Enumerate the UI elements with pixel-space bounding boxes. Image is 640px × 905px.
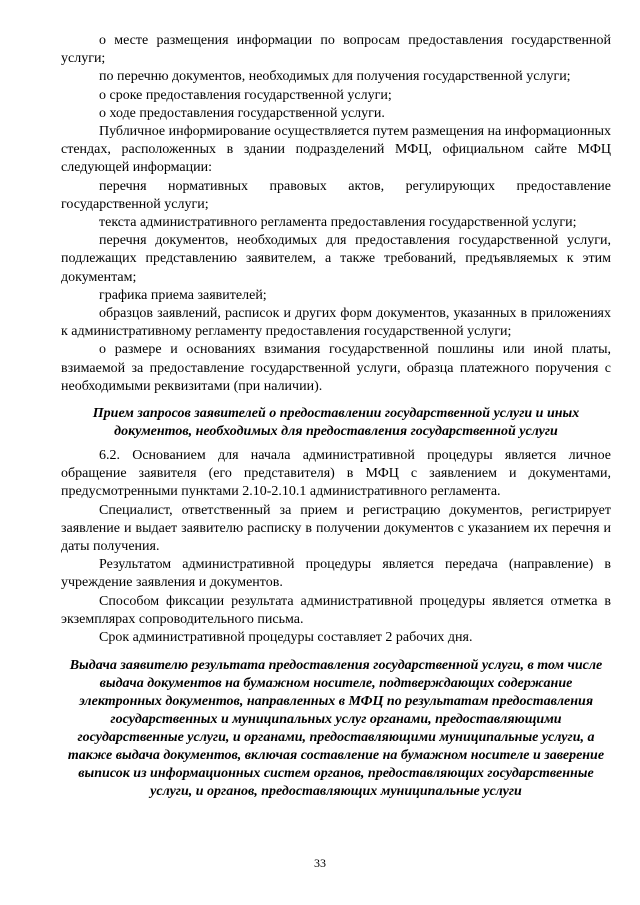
- paragraph: Публичное информирование осуществляется путем размещения на информационных стендах, расположенных в здании подразделений МФЦ, официальном сайте МФЦ следующей информации:: [61, 124, 611, 176]
- paragraph: перечня документов, необходимых для предоставления государственной услуги, подлежащих представлению заявителем, а также требований, предъявляемых к этим документам;: [61, 233, 611, 285]
- paragraph: графика приема заявителей;: [99, 287, 267, 303]
- paragraph: Способом фиксации результата административной процедуры является отметка в экземплярах сопроводительного письма.: [61, 593, 611, 627]
- section-heading-1: Прием запросов заявителей о предоставлении государственной услуги и иных документов, необходимых для предоставления государственной услуги: [92, 406, 580, 440]
- paragraph: о месте размещения информации по вопросам предоставления государственной услуги;: [61, 33, 611, 67]
- paragraph: Срок административной процедуры составляет 2 рабочих дня.: [99, 630, 473, 646]
- paragraph: по перечню документов, необходимых для получения государственной услуги;: [99, 69, 571, 85]
- section-heading-2: Выдача заявителю результата предоставления государственной услуги, в том числе выдача документов на бумажном носителе, подтверждающих содержание электронных документов, направленных в МФЦ по результатам предоставления государственных и муниципальных услуг органами, предоставляющими государственные услуги, и органами, предоставляющими муниципальные услуги, а также выдача документов, включая составление на бумажном носителе и заверение выписок из информационных систем органов, предоставляющих государственные услуги, и органов, предоставляющих муниципальные услуги: [67, 658, 605, 800]
- paragraph: Специалист, ответственный за прием и регистрацию документов, регистрирует заявление и выдает заявителю расписку в получении документов с указанием их перечня и даты получения.: [61, 502, 611, 555]
- paragraph: о размере и основаниях взимания государственной пошлины или иной платы, взимаемой за предоставление государственной услуги, образца платежного поручения с необходимыми реквизитами (при наличии).: [61, 342, 611, 394]
- paragraph: образцов заявлений, расписок и других форм документов, указанных в приложениях к административному регламенту предоставления государственной услуги;: [61, 306, 611, 340]
- paragraph: 6.2. Основанием для начала административной процедуры является личное обращение заявителя (его представителя) в МФЦ с заявлением и документами, предусмотренными пунктами 2.10-2.10.1 административного регламента.: [61, 448, 611, 500]
- page-number: 33: [314, 856, 326, 870]
- paragraph: Результатом административной процедуры является передача (направление) в учреждение заявления и документов.: [61, 557, 611, 591]
- paragraph: перечня нормативных правовых актов, регулирующих предоставление государственной услуги;: [61, 178, 611, 212]
- document-page: [61, 32, 611, 807]
- paragraph: текста административного регламента предоставления государственной услуги;: [99, 215, 577, 231]
- paragraph: о ходе предоставления государственной услуги.: [99, 105, 385, 121]
- paragraph: о сроке предоставления государственной услуги;: [99, 87, 392, 103]
